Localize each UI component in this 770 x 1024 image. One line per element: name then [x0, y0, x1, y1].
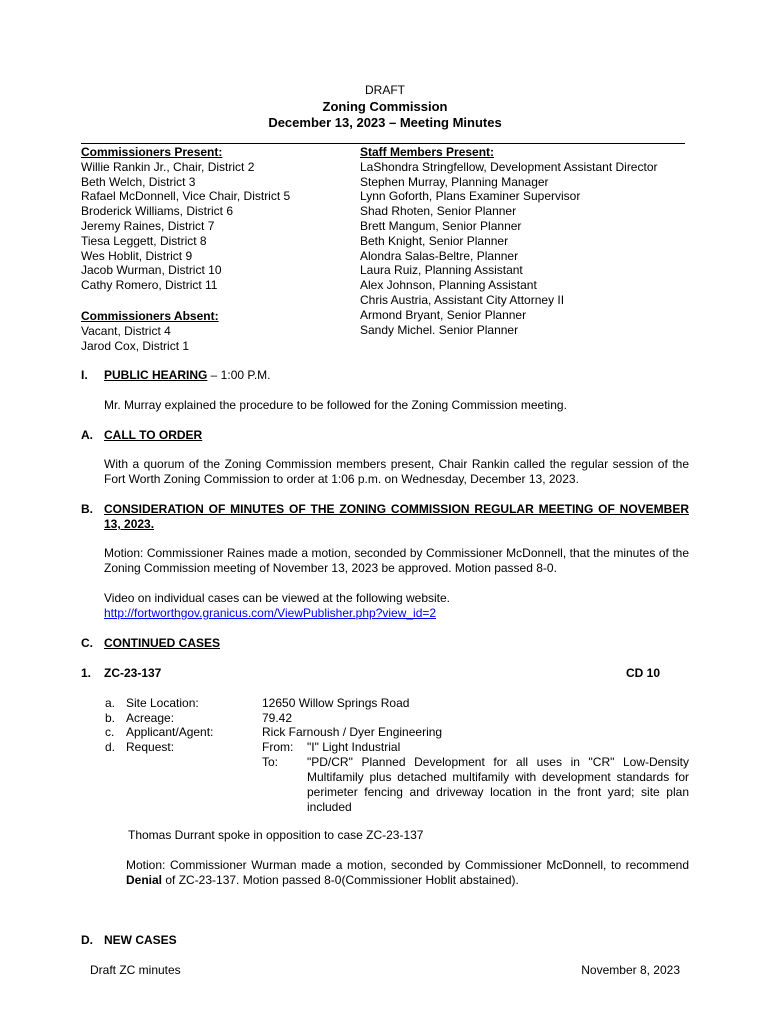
case-field-name: Site Location: — [126, 696, 199, 710]
commissioner-name: Tiesa Leggett, District 8 — [81, 233, 207, 248]
from-label: From: — [262, 740, 294, 754]
section-a-letter: A. — [81, 428, 93, 442]
case-field-label: b. — [105, 711, 116, 725]
staff-name: Armond Bryant, Senior Planner — [360, 307, 527, 322]
footer-left: Draft ZC minutes — [90, 963, 181, 977]
staff-name: Sandy Michel. Senior Planner — [360, 322, 519, 337]
section-b-title: CONSIDERATION OF MINUTES OF THE ZONING COMMISSION REGULAR MEETING OF NOVEMBER 13, 2023. — [104, 502, 689, 531]
opposition-text: Thomas Durrant spoke in opposition to case ZC-23-137 — [128, 828, 424, 842]
header-divider — [81, 143, 685, 144]
case-field-name: Acreage: — [126, 711, 175, 725]
section-i-text: Mr. Murray explained the procedure to be followed for the Zoning Commission meeting. — [104, 398, 567, 412]
staff-name: Chris Austria, Assistant City Attorney II — [360, 292, 565, 307]
staff-name: Laura Ruiz, Planning Assistant — [360, 263, 523, 278]
staff-name: Beth Knight, Senior Planner — [360, 233, 509, 248]
section-i-title: PUBLIC HEARING — [104, 368, 208, 382]
case-motion-decision: Denial — [126, 873, 163, 887]
commissioner-name: Cathy Romero, District 11 — [81, 278, 218, 293]
commissioners-present-heading: Commissioners Present: — [81, 145, 223, 159]
case-district: CD 10 — [626, 666, 661, 680]
case-field-label: c. — [105, 725, 115, 739]
commissioner-name: Wes Hoblit, District 9 — [81, 248, 193, 263]
absent-commissioner-name: Jarod Cox, District 1 — [81, 338, 190, 353]
case-field-label: a. — [105, 696, 116, 710]
section-b-video-text: Video on individual cases can be viewed at the following website. — [104, 591, 450, 605]
commissioners-absent-block — [81, 309, 219, 353]
case-field-name: Applicant/Agent: — [126, 725, 214, 739]
staff-name: Brett Mangum, Senior Planner — [360, 218, 522, 233]
section-a-text: With a quorum of the Zoning Commission members present, Chair Rankin called the regular session of the Fort Worth Zoning Commission to order at 1:06 p.m. on Wednesday, December 13, 2023. — [104, 457, 689, 486]
commissioner-name: Jacob Wurman, District 10 — [81, 263, 222, 278]
staff-name: Alondra Salas-Beltre, Planner — [360, 248, 519, 263]
site-location-value: 12650 Willow Springs Road — [262, 696, 410, 710]
staff-name: Shad Rhoten, Senior Planner — [360, 204, 517, 219]
commissioner-name: Jeremy Raines, District 7 — [81, 218, 215, 233]
section-i-number: I. — [81, 368, 88, 382]
from-value: "I" Light Industrial — [307, 740, 401, 754]
case-number: 1. — [81, 666, 92, 680]
section-i-time: – 1:00 P.M. — [207, 368, 271, 382]
case-motion-text: Motion: Commissioner Wurman made a motion, seconded by Commissioner McDonnell, to recommend — [126, 858, 689, 872]
case-motion — [126, 858, 689, 888]
absent-commissioner-name: Vacant, District 4 — [81, 323, 171, 338]
case-field-name: Request: — [126, 740, 175, 754]
document-title: Zoning Commission — [322, 99, 448, 114]
section-c-title: CONTINUED CASES — [104, 636, 221, 650]
commissioner-name: Rafael McDonnell, Vice Chair, District 5 — [81, 189, 291, 204]
to-value: "PD/CR" Planned Development for all uses in "CR" Low-Density Multifamily plus detached multifamily with development standards for perimeter fencing and driveway location in the front yard; site plan included — [307, 755, 689, 814]
commissioners-absent-heading: Commissioners Absent: — [81, 309, 219, 323]
commissioner-name: Willie Rankin Jr., Chair, District 2 — [81, 159, 255, 174]
section-d-title: NEW CASES — [104, 933, 177, 947]
section-a-title: CALL TO ORDER — [104, 428, 203, 442]
case-motion-result: of ZC-23-137. Motion passed 8-0(Commissioner Hoblit abstained). — [162, 873, 519, 887]
document-subtitle: December 13, 2023 – Meeting Minutes — [268, 115, 502, 130]
video-link[interactable]: http://fortworthgov.granicus.com/ViewPublisher.php?view_id=2 — [104, 606, 437, 620]
draft-label: DRAFT — [365, 83, 405, 97]
staff-name: LaShondra Stringfellow, Development Assistant Director — [360, 159, 658, 174]
commissioner-name: Broderick Williams, District 6 — [81, 204, 234, 219]
staff-name: Lynn Goforth, Plans Examiner Supervisor — [360, 189, 581, 204]
section-b-letter: B. — [81, 502, 93, 516]
commissioners-present-block — [81, 145, 290, 293]
video-link-container — [104, 606, 436, 621]
case-id: ZC-23-137 — [104, 666, 162, 680]
commissioner-name: Beth Welch, District 3 — [81, 174, 196, 189]
section-c-letter: C. — [81, 636, 93, 650]
acreage-value: 79.42 — [262, 711, 293, 725]
footer-date: November 8, 2023 — [581, 963, 680, 977]
applicant-value: Rick Farnoush / Dyer Engineering — [262, 725, 443, 739]
staff-present-heading: Staff Members Present: — [360, 145, 495, 159]
section-b-motion: Motion: Commissioner Raines made a motion, seconded by Commissioner McDonnell, that the minutes of the Zoning Commission meeting of November 13, 2023 be approved. Motion passed 8-0. — [104, 546, 689, 575]
staff-name: Stephen Murray, Planning Manager — [360, 174, 549, 189]
section-i-heading — [104, 368, 271, 383]
staff-name: Alex Johnson, Planning Assistant — [360, 278, 537, 293]
case-field-label: d. — [105, 740, 116, 754]
staff-present-block — [360, 145, 658, 337]
section-d-letter: D. — [81, 933, 93, 947]
to-label: To: — [262, 755, 279, 769]
